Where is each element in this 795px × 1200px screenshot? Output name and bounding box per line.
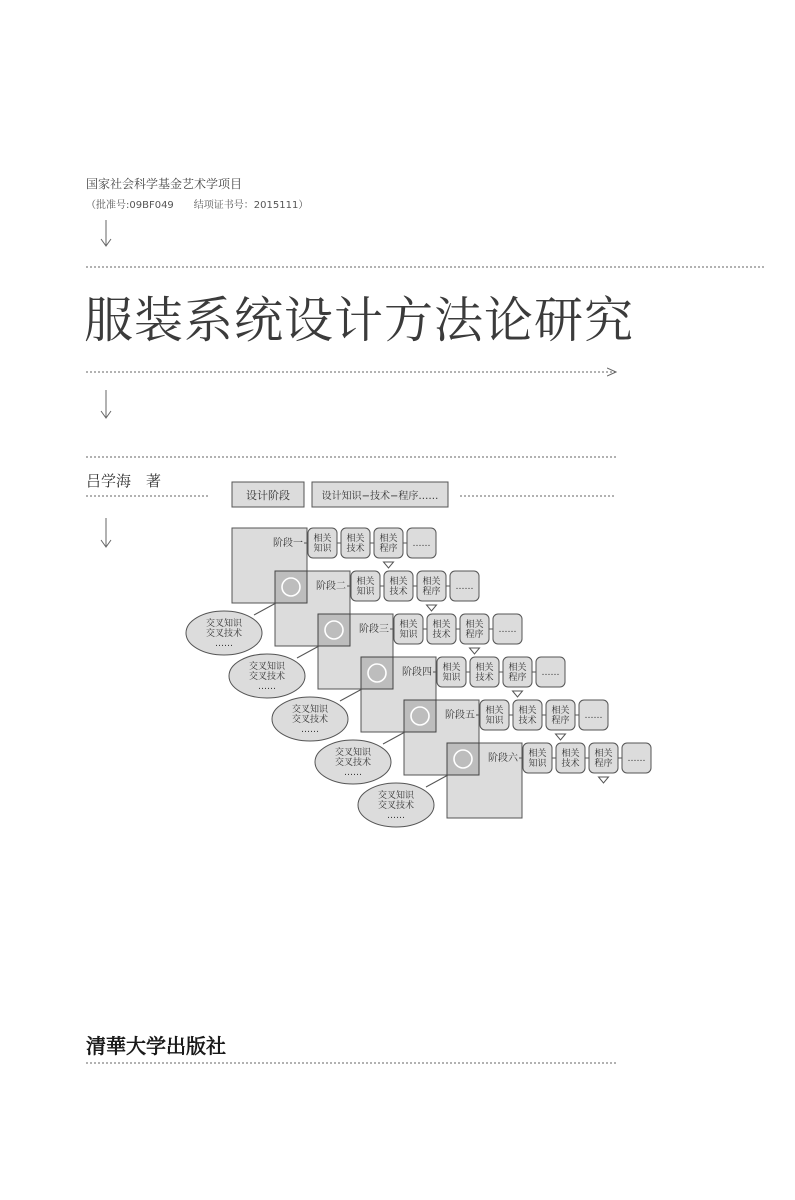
stage-label: 阶段四: [402, 667, 432, 678]
diagram-header-right-label: 设计知识−技术−程序……: [321, 491, 439, 502]
stage-label: 阶段三: [359, 624, 389, 635]
stage-item-label: 相关知识: [313, 534, 332, 555]
stage-item-label: 相关程序: [422, 577, 441, 598]
cycle-square: [447, 743, 479, 775]
stage-item-label: 相关技术: [389, 577, 408, 598]
cycle-square: [404, 700, 436, 732]
cycle-square: [318, 614, 350, 646]
connector-line: [297, 646, 319, 658]
stage-item-label: ……: [412, 539, 431, 550]
cycle-square: [361, 657, 393, 689]
cross-knowledge-label: 交叉知识交叉技术……: [334, 748, 372, 779]
diamond-icon: [556, 734, 566, 740]
diamond-icon: [599, 777, 609, 783]
stage-item-label: 相关程序: [508, 663, 527, 684]
stage-diagram: [186, 528, 651, 827]
cross-knowledge-label: 交叉知识交叉技术……: [291, 705, 329, 736]
stage-item-label: 相关知识: [442, 663, 461, 684]
stage-item-label: 相关知识: [356, 577, 375, 598]
stage-label: 阶段五: [445, 710, 475, 721]
down-arrow-icon: [101, 518, 111, 547]
connector-line: [254, 603, 276, 615]
stage-label: 阶段六: [488, 753, 518, 764]
stage-item-label: 相关知识: [485, 706, 504, 727]
stage-item-label: 相关技术: [432, 620, 451, 641]
stage-item-label: 相关技术: [475, 663, 494, 684]
diamond-icon: [513, 691, 523, 697]
stage-item-label: ……: [627, 754, 646, 765]
stage-item-label: 相关程序: [551, 706, 570, 727]
stage-item-label: 相关程序: [594, 749, 613, 770]
stage-item-label: 相关技术: [561, 749, 580, 770]
stage-item-label: 相关知识: [399, 620, 418, 641]
cycle-square: [275, 571, 307, 603]
connector-line: [340, 689, 362, 701]
down-arrow-icon: [101, 390, 111, 418]
stage-item-label: ……: [541, 668, 560, 679]
diamond-icon: [470, 648, 480, 654]
diamond-icon: [427, 605, 437, 611]
connector-line: [426, 775, 448, 787]
down-arrow-icon: [101, 220, 111, 246]
publisher-logo: 清華大学出版社: [86, 1034, 226, 1058]
stage-item-label: ……: [584, 711, 603, 722]
stage-item-label: 相关技术: [346, 534, 365, 555]
book-title: 服装系统设计方法论研究: [84, 292, 635, 349]
stage-item-label: ……: [498, 625, 517, 636]
stage-item-label: 相关程序: [379, 534, 398, 555]
stage-label: 阶段一: [273, 538, 303, 549]
cross-knowledge-label: 交叉知识交叉技术……: [377, 791, 415, 822]
author: 吕学海 著: [86, 472, 162, 490]
project-meta: （批准号:09BF049 结项证书号：2015111）: [86, 200, 309, 211]
diagram-header-left-label: 设计阶段: [246, 489, 290, 502]
stage-item-label: 相关知识: [528, 749, 547, 770]
stage-label: 阶段二: [316, 581, 346, 592]
stage-item-label: 相关程序: [465, 620, 484, 641]
connector-line: [383, 732, 405, 744]
stage-item-label: ……: [455, 582, 474, 593]
cross-knowledge-label: 交叉知识交叉技术……: [205, 619, 243, 650]
cross-knowledge-label: 交叉知识交叉技术……: [248, 662, 286, 693]
diamond-icon: [384, 562, 394, 568]
project-title: 国家社会科学基金艺术学项目: [86, 177, 243, 191]
stage-item-label: 相关技术: [518, 706, 537, 727]
